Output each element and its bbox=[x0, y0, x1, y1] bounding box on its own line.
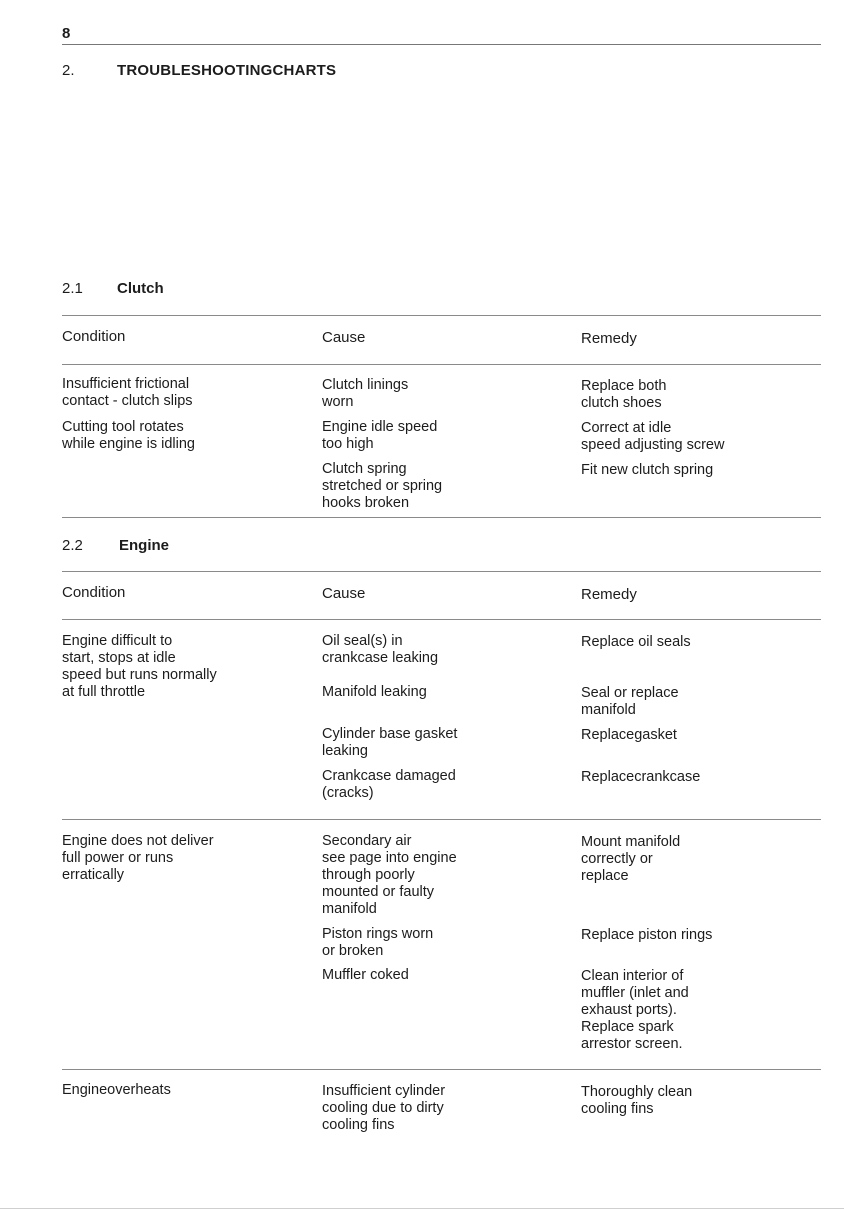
table-rule bbox=[62, 619, 821, 620]
table-rule bbox=[62, 315, 821, 316]
column-header-cause: Cause bbox=[322, 329, 366, 346]
condition-cell: Insufficient frictional contact - clutch slips bbox=[62, 376, 193, 409]
column-header-condition: Condition bbox=[62, 328, 126, 345]
section-number-engine: 2.2 bbox=[62, 537, 83, 554]
condition-cell: Engineoverheats bbox=[62, 1082, 171, 1098]
cause-cell: Engine idle speed too high bbox=[322, 419, 438, 452]
remedy-cell: Replace both clutch shoes bbox=[581, 378, 667, 411]
remedy-cell: Replace oil seals bbox=[581, 634, 691, 650]
remedy-cell: Seal or replace manifold bbox=[581, 685, 679, 718]
cause-cell: Piston rings worn or broken bbox=[322, 926, 434, 959]
column-header-remedy: Remedy bbox=[581, 586, 637, 603]
cause-cell: Crankcase damaged (cracks) bbox=[322, 768, 456, 801]
cause-cell: Manifold leaking bbox=[322, 684, 427, 700]
cause-cell: Clutch linings worn bbox=[322, 377, 409, 410]
condition-cell: Engine difficult to start, stops at idle speed but runs normally at full throttle bbox=[62, 633, 217, 700]
table-rule bbox=[62, 364, 821, 365]
cause-cell: Muffler coked bbox=[322, 967, 409, 983]
page-bottom-edge bbox=[0, 1208, 844, 1209]
condition-cell: Engine does not deliver full power or runs erratically bbox=[62, 833, 214, 883]
page-number: 8 bbox=[62, 25, 71, 42]
remedy-cell: Thoroughly clean cooling fins bbox=[581, 1084, 693, 1117]
condition-cell: Cutting tool rotates while engine is idling bbox=[62, 419, 195, 452]
chapter-number: 2. bbox=[62, 62, 75, 79]
remedy-cell: Replacegasket bbox=[581, 727, 677, 743]
cause-cell: Cylinder base gasket leaking bbox=[322, 726, 458, 759]
table-rule bbox=[62, 517, 821, 518]
remedy-cell: Replace piston rings bbox=[581, 927, 713, 943]
remedy-cell: Replacecrankcase bbox=[581, 769, 701, 785]
cause-cell: Secondary air see page into engine through poorly mounted or faulty manifold bbox=[322, 833, 457, 917]
header-rule bbox=[62, 44, 821, 45]
column-header-cause: Cause bbox=[322, 585, 366, 602]
section-title-clutch: Clutch bbox=[117, 280, 164, 297]
section-number-clutch: 2.1 bbox=[62, 280, 83, 297]
cause-cell: Clutch spring stretched or spring hooks broken bbox=[322, 461, 443, 511]
cause-cell: Insufficient cylinder cooling due to dirty cooling fins bbox=[322, 1083, 446, 1133]
section-title-engine: Engine bbox=[119, 537, 170, 554]
table-rule bbox=[62, 1069, 821, 1070]
column-header-remedy: Remedy bbox=[581, 330, 637, 347]
remedy-cell: Clean interior of muffler (inlet and exhaust ports). Replace spark arrestor screen. bbox=[581, 968, 689, 1052]
table-rule bbox=[62, 819, 821, 820]
remedy-cell: Fit new clutch spring bbox=[581, 462, 714, 478]
cause-cell: Oil seal(s) in crankcase leaking bbox=[322, 633, 439, 666]
table-rule bbox=[62, 571, 821, 572]
remedy-cell: Mount manifold correctly or replace bbox=[581, 834, 681, 884]
remedy-cell: Correct at idle speed adjusting screw bbox=[581, 420, 725, 453]
chapter-title: TROUBLESHOOTINGCHARTS bbox=[117, 62, 337, 79]
column-header-condition: Condition bbox=[62, 584, 126, 601]
